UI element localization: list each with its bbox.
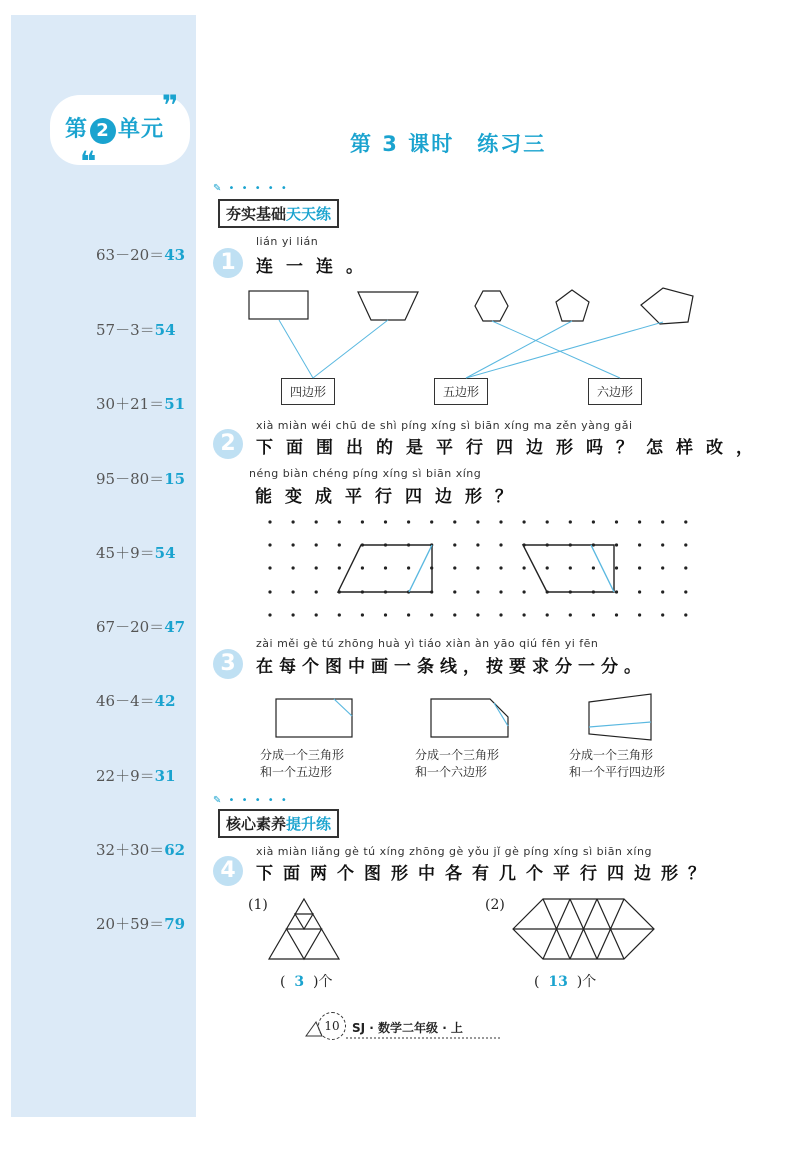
unit-suffix: 单元 <box>118 117 165 142</box>
calc-answer: 51 <box>164 395 186 413</box>
caption-line: 分成一个三角形 <box>569 748 654 762</box>
calc-answer: 31 <box>154 767 176 785</box>
grid-dot <box>292 566 295 569</box>
mountain-icon <box>306 1022 322 1036</box>
grid-dot <box>615 566 618 569</box>
q2-fix-line <box>409 545 432 592</box>
grid-dot <box>292 613 295 616</box>
grid-dot <box>476 613 479 616</box>
grid-dot <box>407 520 410 523</box>
section-header-highlight: 提升练 <box>286 815 332 833</box>
q4-pinyin: xià miàn liǎng gè tú xíng zhōng gè yǒu jǐ gè píng xíng sì biān xíng <box>256 845 652 858</box>
grid-dot <box>615 613 618 616</box>
grid-dot <box>499 613 502 616</box>
section-header-text: 夯实基础 <box>226 205 287 223</box>
grid-dot <box>338 613 341 616</box>
caption-line: 分成一个三角形 <box>415 748 500 762</box>
pentagon-shape <box>556 290 589 321</box>
grid-dot <box>523 613 526 616</box>
grid-dot <box>523 590 526 593</box>
grid-dot <box>268 613 271 616</box>
grid-dot <box>523 520 526 523</box>
q4-part1-label: (1) <box>248 897 268 913</box>
grid-dot <box>546 613 549 616</box>
calc-expression: 57－3＝ <box>96 321 155 339</box>
grid-dot <box>638 566 641 569</box>
calc-answer: 62 <box>164 841 186 859</box>
grid-dot <box>292 590 295 593</box>
grid-dot <box>661 520 664 523</box>
q3-trapezoid <box>589 694 651 740</box>
question-number: 3 <box>213 649 243 679</box>
calc-expression: 22＋9＝ <box>96 767 155 785</box>
grid-dot <box>453 520 456 523</box>
section-header-highlight: 天天练 <box>286 205 332 223</box>
calc-expression: 32＋30＝ <box>96 841 165 859</box>
irregular-pentagon-shape <box>641 288 693 324</box>
quote-mark-icon: ❝ <box>80 145 97 178</box>
grid-dot <box>384 566 387 569</box>
grid-dot <box>499 566 502 569</box>
q2-text-line2: 能变成平行四边形？ <box>255 487 525 507</box>
grid-dot <box>292 520 295 523</box>
paren: ) <box>576 974 583 990</box>
answer-value: 3 <box>294 974 305 990</box>
grid-dot <box>523 566 526 569</box>
grid-dot <box>315 543 318 546</box>
grid-dot <box>384 520 387 523</box>
grid-dot <box>569 520 572 523</box>
lesson-title: 第 3 课时 练习三 <box>350 132 547 156</box>
pencil-icon: ✎ • • • • • <box>213 795 289 806</box>
grid-dot <box>453 590 456 593</box>
paren: ( <box>534 974 540 990</box>
q3-pentagon <box>431 699 508 737</box>
grid-dot <box>268 590 271 593</box>
grid-dot <box>684 613 687 616</box>
calc-expression: 20＋59＝ <box>96 915 165 933</box>
unit-text: 个 <box>318 974 333 990</box>
grid-dot <box>315 566 318 569</box>
calc-answer: 54 <box>154 544 176 562</box>
answer-value: 13 <box>548 974 568 990</box>
calc-expression: 95－80＝ <box>96 470 165 488</box>
paren: ( <box>280 974 286 990</box>
dot-grid <box>268 520 687 616</box>
grid-dot <box>661 543 664 546</box>
grid-dot <box>476 566 479 569</box>
grid-dot <box>338 520 341 523</box>
grid-dot <box>499 520 502 523</box>
grid-dot <box>615 520 618 523</box>
rectangle-shape <box>249 291 308 319</box>
grid-dot <box>661 566 664 569</box>
pencil-icon: ✎ • • • • • <box>213 183 289 194</box>
caption-line: 和一个五边形 <box>260 765 333 779</box>
connect-line <box>279 320 313 378</box>
q3-divide-line <box>334 699 352 716</box>
grid-dot <box>661 590 664 593</box>
grid-dot <box>384 613 387 616</box>
grid-dot <box>499 543 502 546</box>
calc-expression: 63－20＝ <box>96 246 165 264</box>
grid-dot <box>453 543 456 546</box>
q3-divide-line <box>589 722 651 727</box>
section-header-text: 核心素养 <box>226 815 287 833</box>
grid-dot <box>638 543 641 546</box>
caption-line: 分成一个三角形 <box>260 748 345 762</box>
page-number: 10 <box>318 1012 346 1040</box>
calc-expression: 45＋9＝ <box>96 544 155 562</box>
unit-text: 个 <box>582 974 597 990</box>
grid-dot <box>546 566 549 569</box>
grid-dot <box>338 543 341 546</box>
label-hexagon: 六边形 <box>588 378 642 405</box>
question-number: 4 <box>213 856 243 886</box>
connect-line <box>466 322 663 378</box>
grid-dot <box>361 613 364 616</box>
grid-dot <box>661 613 664 616</box>
grid-dot <box>338 566 341 569</box>
question-number: 1 <box>213 248 243 278</box>
grid-dot <box>476 590 479 593</box>
q4-inner-triangle <box>287 929 322 959</box>
label-pentagon: 五边形 <box>434 378 488 405</box>
grid-dot <box>476 520 479 523</box>
grid-dot <box>684 590 687 593</box>
grid-dot <box>638 590 641 593</box>
grid-dot <box>292 543 295 546</box>
grid-dot <box>638 613 641 616</box>
calc-expression: 30＋21＝ <box>96 395 165 413</box>
hexagon-shape <box>475 291 508 321</box>
grid-dot <box>430 613 433 616</box>
grid-dot <box>615 590 618 593</box>
q4-text: 下面两个图形中各有几个平行四边形？ <box>256 864 715 884</box>
label-quadrilateral: 四边形 <box>281 378 335 405</box>
footer-text: SJ · 数学二年级 · 上 <box>352 1021 463 1035</box>
q2-pinyin-line2: néng biàn chéng píng xíng sì biān xíng <box>249 467 482 480</box>
grid-dot <box>453 613 456 616</box>
calc-answer: 43 <box>164 246 186 264</box>
calc-answer: 54 <box>154 321 176 339</box>
grid-dot <box>315 520 318 523</box>
calc-answer: 79 <box>164 915 186 933</box>
caption-line: 和一个平行四边形 <box>569 765 666 779</box>
q4-top-triangle <box>295 914 313 929</box>
connect-line <box>313 320 388 378</box>
calc-expression: 46－4＝ <box>96 692 155 710</box>
calc-answer: 42 <box>154 692 176 710</box>
grid-dot <box>268 566 271 569</box>
q1-pinyin: lián yi lián <box>256 235 319 248</box>
grid-dot <box>592 566 595 569</box>
grid-dot <box>315 613 318 616</box>
paren: ) <box>313 974 319 990</box>
q2-pinyin-line1: xià miàn wéi chū de shì píng xíng sì biān xíng ma zěn yàng gǎi <box>256 419 633 432</box>
calc-answer: 47 <box>164 618 186 636</box>
grid-dot <box>684 543 687 546</box>
grid-dot <box>592 613 595 616</box>
grid-dot <box>476 543 479 546</box>
quote-mark-icon: ❞ <box>162 89 179 122</box>
grid-dot <box>361 566 364 569</box>
q3-text: 在每个图中画一条线，按要求分一分。 <box>256 657 647 677</box>
caption-line: 和一个六边形 <box>415 765 488 779</box>
q1-text: 连一连。 <box>256 257 376 277</box>
grid-dot <box>361 520 364 523</box>
grid-dot <box>592 520 595 523</box>
grid-dot <box>684 520 687 523</box>
grid-dot <box>315 590 318 593</box>
grid-dot <box>684 566 687 569</box>
grid-dot <box>268 520 271 523</box>
grid-dot <box>430 520 433 523</box>
grid-dot <box>499 590 502 593</box>
q2-text-line1: 下面围出的是平行四边形吗？怎样改， <box>256 438 766 458</box>
grid-dot <box>615 543 618 546</box>
unit-prefix: 第 <box>65 117 89 142</box>
trapezoid-shape <box>358 292 418 320</box>
grid-dot <box>453 566 456 569</box>
question-number: 2 <box>213 429 243 459</box>
grid-dot <box>546 520 549 523</box>
grid-dot <box>569 566 572 569</box>
unit-number: 2 <box>90 118 116 144</box>
grid-dot <box>407 566 410 569</box>
calc-answer: 15 <box>164 470 186 488</box>
q3-pinyin: zài měi gè tú zhōng huà yì tiáo xiàn àn yāo qiú fēn yi fēn <box>256 637 599 650</box>
grid-dot <box>268 543 271 546</box>
calc-expression: 67－20＝ <box>96 618 165 636</box>
q2-figure-2 <box>523 545 614 592</box>
grid-dot <box>638 520 641 523</box>
grid-dot <box>407 613 410 616</box>
q4-part2-label: (2) <box>485 897 505 913</box>
grid-dot <box>569 613 572 616</box>
